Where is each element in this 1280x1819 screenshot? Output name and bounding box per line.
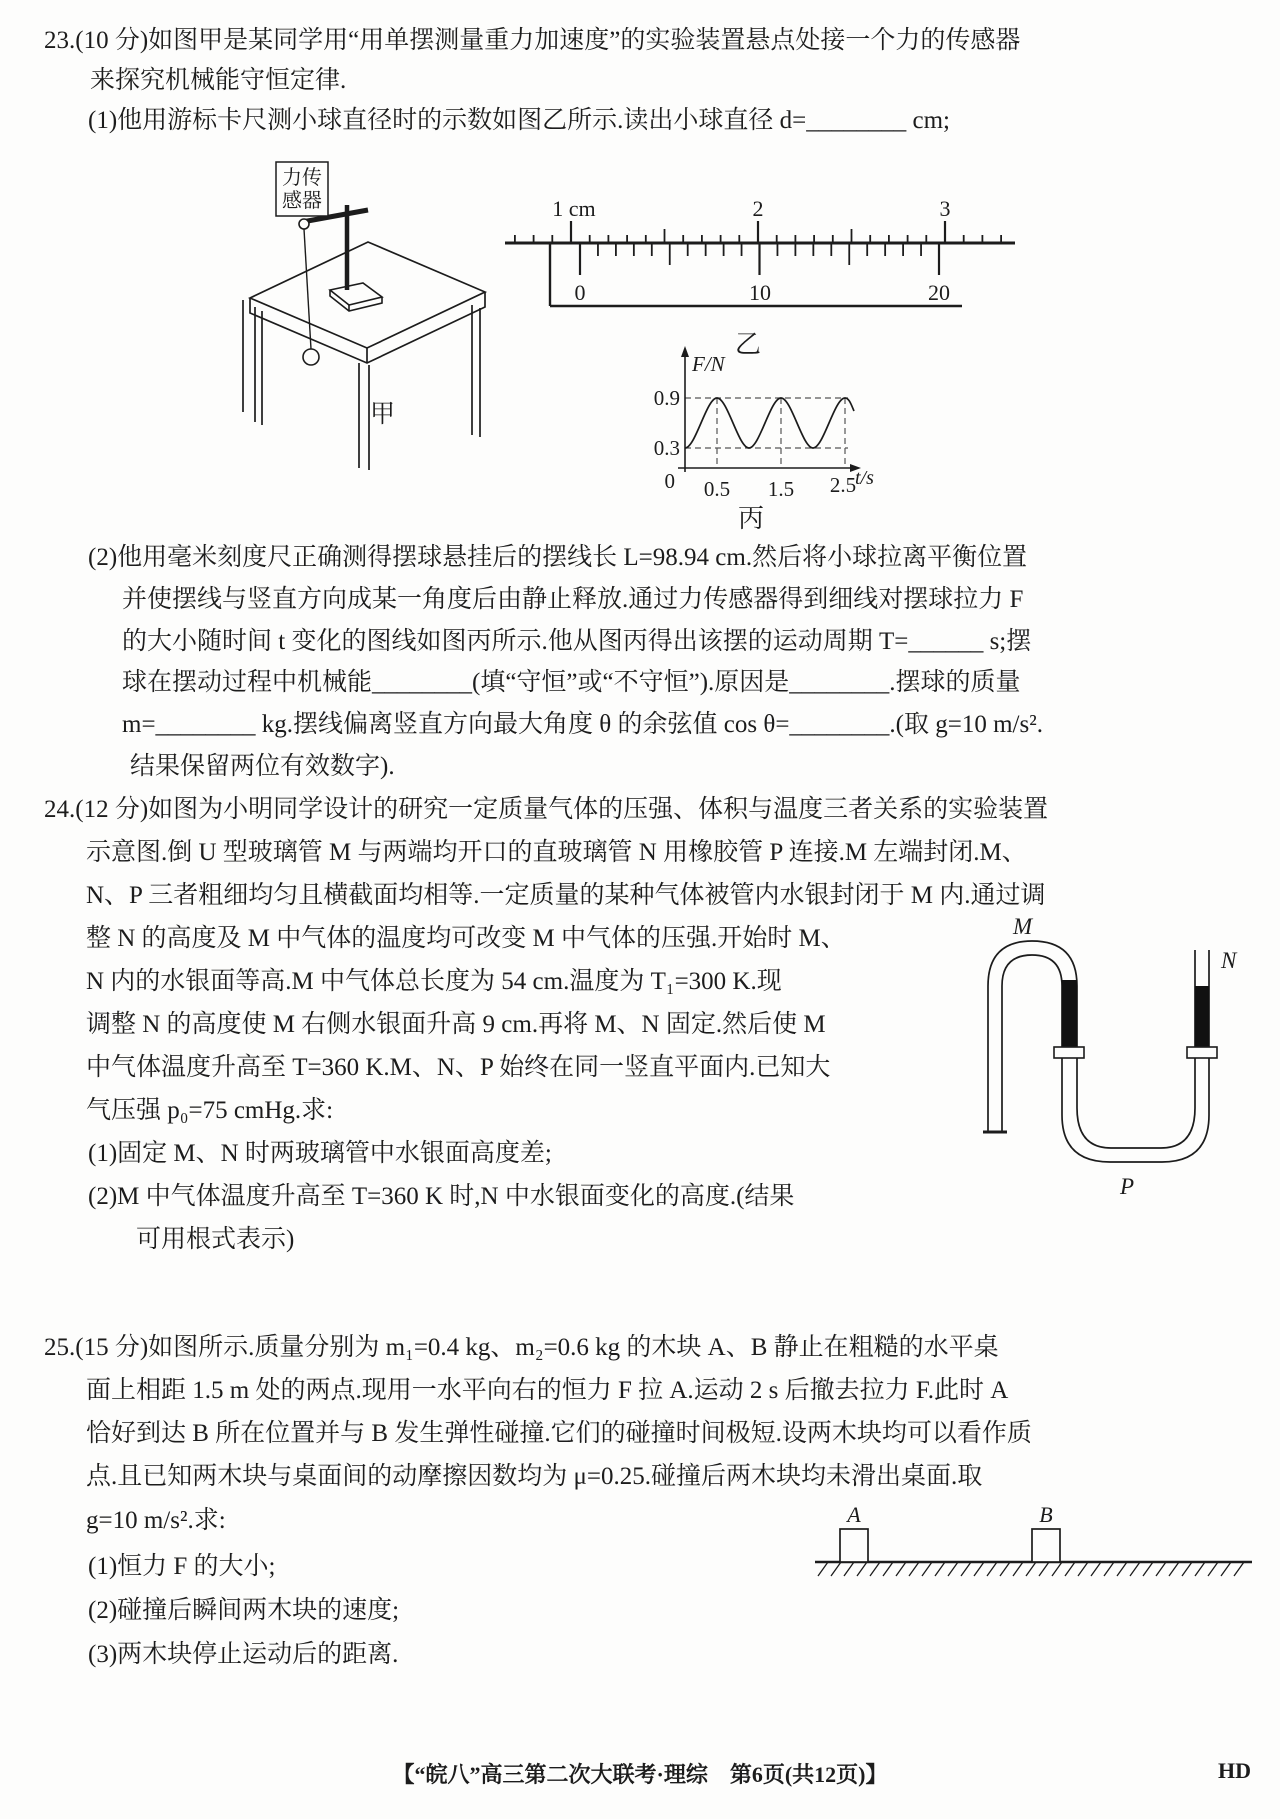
graph-guide-lines <box>685 398 848 468</box>
xtick-15: 1.5 <box>767 477 795 501</box>
q24-line5: N 内的水银面等高.M 中气体总长度为 54 cm.温度为 T₁=300 K.现 <box>86 968 782 995</box>
block-a <box>840 1529 868 1562</box>
mercury-column-m <box>1062 980 1077 1047</box>
q23-line3: (1)他用游标卡尺测小球直径时的示数如图乙所示.读出小球直径 d=________ cm; <box>88 107 950 134</box>
figure-bing-caption: 丙 <box>738 504 765 533</box>
figure-jia-pendulum <box>210 150 510 470</box>
main-scale-label-1cm: 1 cm <box>552 196 596 221</box>
main-scale-label-3: 3 <box>939 196 951 221</box>
graph-xlabel: t/s <box>855 467 874 489</box>
vernier-label-0: 0 <box>574 280 586 305</box>
q25-line5: g=10 m/s².求: <box>86 1507 226 1534</box>
mercury-column-n <box>1195 986 1209 1047</box>
tube-n-label: N <box>1221 948 1237 973</box>
xtick-05: 0.5 <box>703 477 731 501</box>
q23-line1: 23.(10 分)如图甲是某同学用“用单摆测量重力加速度”的实验装置悬点处接一个力的传感器 <box>44 27 1021 54</box>
force-sensor-box <box>276 162 328 216</box>
q24-line2: 示意图.倒 U 型玻璃管 M 与两端均开口的直玻璃管 N 用橡胶管 P 连接.M 左端封闭.M、 <box>86 839 1027 866</box>
q23-line4: (2)他用毫米刻度尺正确测得摆球悬挂后的摆线长 L=98.94 cm.然后将小球拉离平衡位置 <box>88 544 1028 571</box>
figure-blocks <box>810 1492 1265 1592</box>
main-scale-label-2: 2 <box>752 196 764 221</box>
table <box>243 242 485 470</box>
q25-line3: 恰好到达 B 所在位置并与 B 发生弹性碰撞.它们的碰撞时间极短.设两木块均可以看作质 <box>86 1420 1032 1447</box>
sensor-hook <box>299 219 309 229</box>
q25-line4: 点.且已知两木块与桌面间的动摩擦因数均为 μ=0.25.碰撞后两木块均未滑出桌面.取 <box>86 1463 983 1490</box>
force-time-curve <box>685 398 854 448</box>
q23-line5: 并使摆线与竖直方向成某一角度后由静止释放.通过力传感器得到细线对摆球拉力 F <box>122 586 1024 613</box>
y-axis-arrow <box>681 346 689 357</box>
q25-line2: 面上相距 1.5 m 处的两点.现用一水平向右的恒力 F 拉 A.运动 2 s 后撤去拉力 F.此时 A <box>86 1377 1009 1404</box>
pendulum-ball <box>303 349 319 365</box>
q24-line3: N、P 三者粗细均匀且横截面均相等.一定质量的某种气体被管内水银封闭于 M 内.通过调 <box>86 882 1046 909</box>
q23-line6: 的大小随时间 t 变化的图线如图丙所示.他从图丙得出该摆的运动周期 T=______ s;摆 <box>122 628 1032 655</box>
q23-line2: 来探究机械能守恒定律. <box>90 67 347 94</box>
block-b-label: B <box>1039 1502 1053 1527</box>
force-sensor-label-2: 感器 <box>282 190 322 212</box>
q25-line7: (2)碰撞后瞬间两木块的速度; <box>88 1597 400 1624</box>
tube-n-flange <box>1187 1047 1217 1058</box>
tube-m-label: M <box>1013 914 1033 939</box>
block-a-label: A <box>847 1502 861 1527</box>
xtick-25: 2.5 <box>829 473 857 497</box>
q23-line7: 球在摆动过程中机械能________(填“守恒”或“不守恒”).原因是________.摆球的质量 <box>122 669 1021 696</box>
figure-bing-graph <box>630 340 880 508</box>
vernier-label-20: 20 <box>928 280 950 305</box>
ytick-03: 0.3 <box>653 436 680 460</box>
tube-p-label: P <box>1119 1174 1135 1199</box>
figure-yi-caliper <box>500 180 1030 325</box>
rubber-tube-p <box>1062 1058 1209 1162</box>
q24-line9: (1)固定 M、N 时两玻璃管中水银面高度差; <box>88 1140 552 1167</box>
q25-line8: (3)两木块停止运动后的距离. <box>88 1641 399 1668</box>
caliper-main-scale-ticks <box>515 221 1001 243</box>
q23-line8: m=________ kg.摆线偏离竖直方向最大角度 θ 的余弦值 cos θ=________.(取 g=10 m/s². <box>122 711 1043 738</box>
q24-line10: (2)M 中气体温度升高至 T=360 K 时,N 中水银面变化的高度.(结果 <box>88 1183 795 1210</box>
q23-line9: 结果保留两位有效数字). <box>130 753 395 780</box>
q24-line7: 中气体温度升高至 T=360 K.M、N、P 始终在同一竖直平面内.已知大 <box>86 1054 831 1081</box>
q24-line6: 调整 N 的高度使 M 右侧水银面升高 9 cm.再将 M、N 固定.然后使 M <box>86 1011 826 1038</box>
ytick-09: 0.9 <box>653 386 680 410</box>
figure-jia-caption: 甲 <box>370 401 396 428</box>
q25-line1: 25.(15 分)如图所示.质量分别为 m₁=0.4 kg、m₂=0.6 kg 的木块 A、B 静止在粗糙的水平桌 <box>44 1334 999 1361</box>
q24-line11: 可用根式表示) <box>136 1226 295 1253</box>
q24-line8: 气压强 p₀=75 cmHg.求: <box>86 1097 334 1124</box>
page-footer: 【“皖八”高三第二次大联考·理综 第6页(共12页)】 <box>392 1762 888 1787</box>
block-b <box>1032 1529 1060 1562</box>
graph-ylabel: F/N <box>692 352 725 376</box>
force-sensor-label-1: 力传 <box>282 167 322 189</box>
q24-line1: 24.(12 分)如图为小明同学设计的研究一定质量气体的压强、体积与温度三者关系的实验装置 <box>44 796 1049 823</box>
figure-utube-apparatus <box>975 910 1275 1225</box>
page-footer-code: HD <box>1218 1758 1251 1783</box>
xtick-0: 0 <box>664 469 675 493</box>
q25-line6: (1)恒力 F 的大小; <box>88 1553 276 1580</box>
figure-yi-caption: 乙 <box>735 330 762 359</box>
caliper-vernier-ticks <box>580 243 939 275</box>
ground-hatching <box>818 1562 1244 1576</box>
q24-line4: 整 N 的高度及 M 中气体的温度均可改变 M 中气体的压强.开始时 M、 <box>86 925 846 952</box>
vernier-label-10: 10 <box>749 280 771 305</box>
tube-m-flange <box>1054 1047 1084 1058</box>
